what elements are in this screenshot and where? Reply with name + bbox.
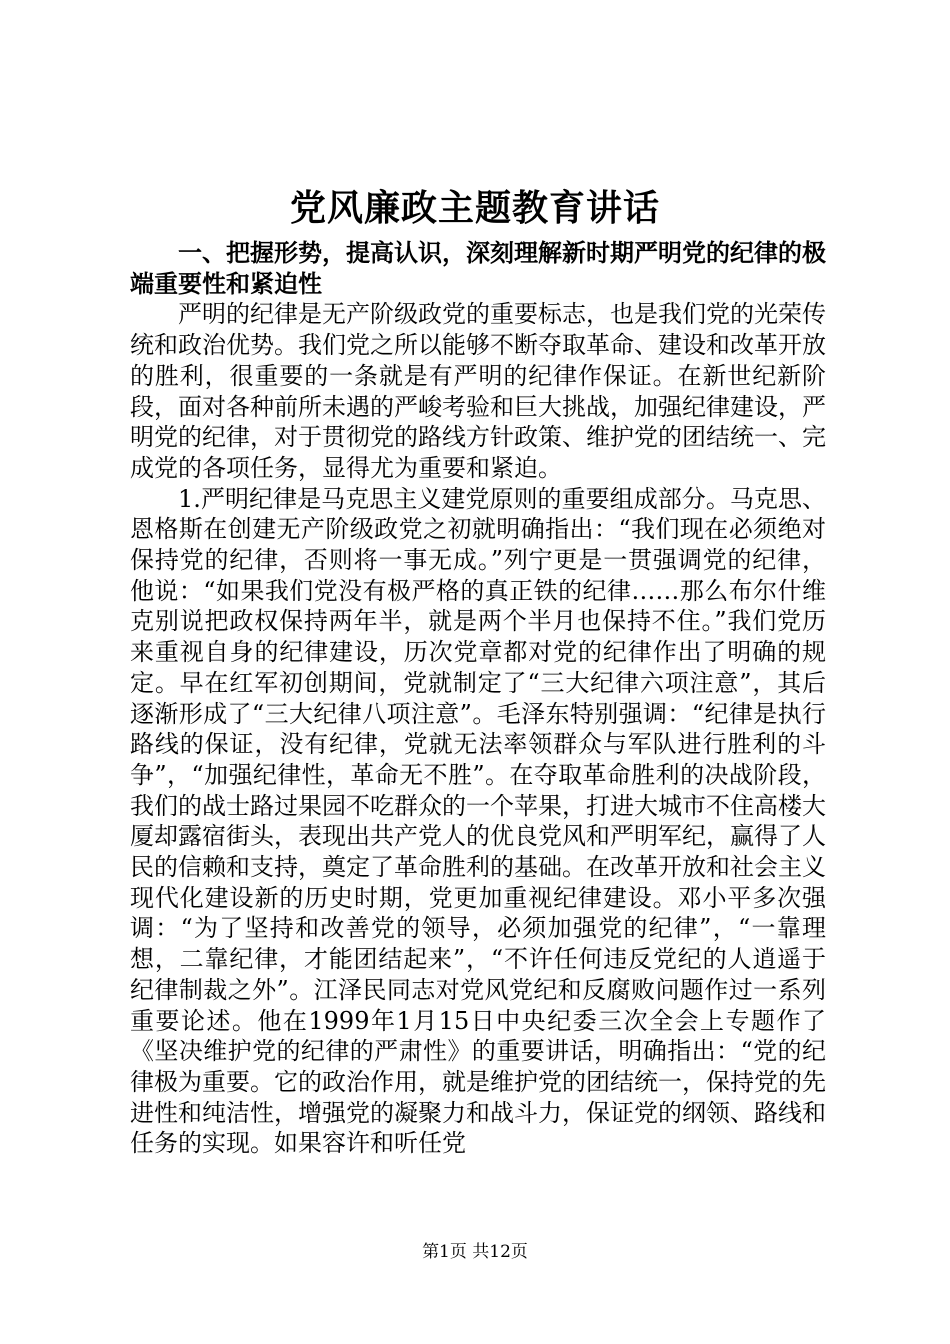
body-paragraph: 严明的纪律是无产阶级政党的重要标志，也是我们党的光荣传统和政治优势。我们党之所以能够不断夺取革命、建设和改革开放的胜利，很重要的一条就是有严明的纪律作保证。在新世纪新阶段，面对各种前所未遇的严峻考验和巨大挑战，加强纪律建设，严明党的纪律，对于贯彻党的路线方针政策、维护党的团结统一、完成党的各项任务，显得尤为重要和紧迫。 [130,300,826,482]
section-heading: 一、把握形势，提高认识，深刻理解新时期严明党的纪律的极端重要性和紧迫性 [130,238,826,298]
document-body [130,238,826,1159]
document-title: 党风廉政主题教育讲话 [289,187,660,229]
page-indicator: 第1页 共12页 [422,1242,528,1262]
body-paragraph: 1.严明纪律是马克思主义建党原则的重要组成部分。马克思、恩格斯在创建无产阶级政党之初就明确指出：“我们现在必须绝对保持党的纪律，否则将一事无成。”列宁更是一贯强调党的纪律，他说：“如果我们党没有极严格的真正铁的纪律……那么布尔什维克别说把政权保持两年半，就是两个半月也保持不住。”我们党历来重视自身的纪律建设，历次党章都对党的纪律作出了明确的规定。早在红军初创期间，党就制定了“三大纪律六项注意”，其后逐渐形成了“三大纪律八项注意”。毛泽东特别强调：“纪律是执行路线的保证，没有纪律，党就无法率领群众与军队进行胜利的斗争”，“加强纪律性，革命无不胜”。在夺取革命胜利的决战阶段，我们的战士路过果园不吃群众的一个苹果，打进大城市不住高楼大厦却露宿街头，表现出共产党人的优良党风和严明军纪，赢得了人民的信赖和支持，奠定了革命胜利的基础。在改革开放和社会主义现代化建设新的历史时期，党更加重视纪律建设。邓小平多次强调：“为了坚持和改善党的领导，必须加强党的纪律”，“一靠理想，二靠纪律，才能团结起来”，“不许任何违反党纪的人逍遥于纪律制裁之外”。江泽民同志对党风党纪和反腐败问题作过一系列重要论述。他在1999年1月15日中央纪委三次全会上专题作了《坚决维护党的纪律的严肃性》的重要讲话，明确指出：“党的纪律极为重要。它的政治作用，就是维护党的团结统一，保持党的先进性和纯洁性，增强党的凝聚力和战斗力，保证党的纲领、路线和任务的实现。如果容许和听任党 [130,484,826,1158]
